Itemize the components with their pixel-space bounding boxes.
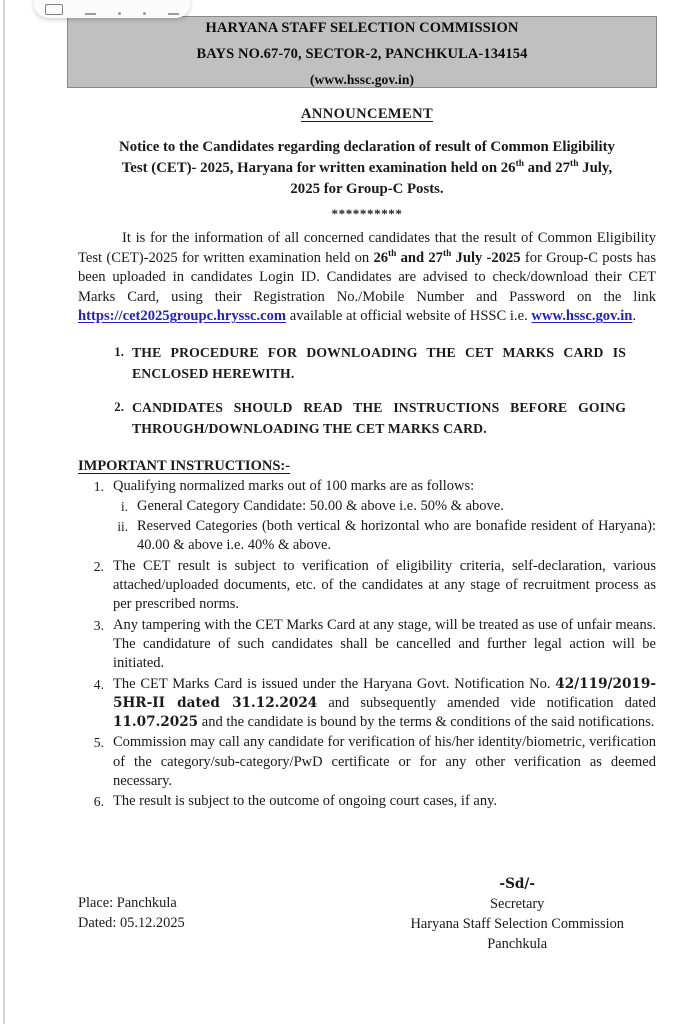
dash-icon[interactable] (85, 13, 96, 15)
notice-title-part1: Notice to the Candidates regarding declaration of result of Common Eligibility Test (CET)- 2025, Haryana for written examination held on 26 (119, 139, 615, 176)
instruction-item-2-text: The CET result is subject to verification of eligibility criteria, self-declaration, various attached/uploaded documents, etc. of the candidates at any stage of recruitment process as per prescribed norms. (113, 557, 656, 613)
instruction-item-5-text: Commission may call any candidate for verification of his/her identity/biometric, verification of the category/sub-category/PwD certificate or for any other verification as deemed necessary. (113, 734, 656, 790)
instruction-item-4-text (113, 675, 656, 733)
signatory-city: Panchkula (487, 936, 548, 952)
instruction-item-2-number: 2. (93, 558, 104, 574)
letterhead-header (67, 16, 657, 88)
caps-point-1-number: 1. (114, 344, 124, 359)
tab-rect-icon[interactable] (45, 4, 63, 15)
intro-seg4: . (632, 308, 637, 325)
notice-title-part2: and 27 (523, 160, 571, 176)
instruction-sub-item-ii-number: ii. (117, 519, 128, 535)
organisation-website: (www.hssc.gov.in) (309, 72, 415, 87)
instruction-item-6 (78, 792, 656, 811)
caps-point-2 (102, 397, 626, 439)
hssc-website-link[interactable]: www.hssc.gov.in (531, 308, 633, 325)
instruction-sub-item-i-number: i. (121, 498, 128, 514)
instruction-item-4-seg2: and subsequently amended vide notification dated (317, 694, 656, 711)
notice-title-part3: July, 2025 for Group-C Posts. (290, 160, 613, 197)
instructions-list (78, 477, 656, 812)
intro-date2-sup: th (442, 248, 452, 259)
instruction-item-5 (78, 733, 656, 791)
intro-date1-sup: th (388, 248, 397, 259)
instruction-item-6-number: 6. (93, 794, 104, 810)
signatory-designation: Secretary (490, 896, 545, 912)
intro-seg3: available at official website of HSSC i.e. (286, 308, 532, 325)
place-line: Place: Panchkula (78, 895, 177, 911)
organisation-name: HARYANA STAFF SELECTION COMMISSION (205, 20, 519, 36)
instruction-item-3-number: 3. (93, 617, 104, 633)
instruction-item-1-text: Qualifying normalized marks out of 100 marks are as follows: (113, 477, 475, 494)
document-body (0, 96, 692, 812)
instruction-item-4-number: 4. (93, 676, 104, 692)
caps-point-1 (102, 342, 626, 384)
dot-icon[interactable] (118, 12, 121, 15)
instruction-sub-item-ii-text: Reserved Categories (both vertical & horizontal who are bonafide resident of Haryana): 40.00 & above i.e. 40% & above. (137, 518, 656, 554)
caps-point-2-number: 2. (114, 399, 124, 414)
signature-block (0, 876, 692, 954)
intro-date1: 26 (373, 249, 389, 266)
place-and-date (78, 893, 185, 933)
amendment-date: 11.07.2025 (113, 714, 199, 731)
dated-line: Dated: 05.12.2025 (78, 915, 185, 931)
instruction-item-2 (78, 557, 656, 615)
organisation-address: BAYS NO.67-70, SECTOR-2, PANCHKULA-134154 (196, 46, 528, 62)
important-instructions-heading: IMPORTANT INSTRUCTIONS:- (78, 457, 291, 474)
notice-title-sup2: th (570, 159, 579, 170)
instruction-sub-item-i-text: General Category Candidate: 50.00 & above i.e. 50% & above. (137, 497, 504, 514)
intro-date-mid: and 27 (396, 249, 443, 266)
intro-date2: July -2025 (451, 249, 521, 266)
floating-toolbar-overlay[interactable] (34, 0, 190, 18)
sd-mark: -Sd/- (499, 876, 535, 892)
cet-marks-card-link[interactable]: https://cet2025groupc.hryssc.com (78, 308, 287, 325)
signatory-organisation: Haryana Staff Selection Commission (410, 916, 624, 932)
caps-point-2-text: CANDIDATES SHOULD READ THE INSTRUCTIONS BEFORE GOING THROUGH/DOWNLOADING THE CET MARKS CARD. (132, 399, 626, 436)
instruction-sub-item-ii (104, 517, 656, 556)
capitalised-points-list (102, 342, 626, 439)
notice-title (116, 137, 618, 200)
intro-seg2: for Group-C posts has been uploaded in candidates Login ID. Candidates are advised to check/download their CET Marks Card, using their Registration No./Mobile Number and Password on the link (78, 249, 656, 305)
instruction-item-3 (78, 616, 656, 674)
instruction-item-6-text: The result is subject to the outcome of ongoing court cases, if any. (113, 793, 498, 810)
notice-title-sup1: th (515, 159, 524, 170)
instruction-item-1-number: 1. (93, 478, 104, 494)
intro-paragraph (78, 229, 656, 327)
instruction-item-4 (78, 675, 656, 733)
asterisk-divider: ********** (331, 206, 403, 221)
caps-point-1-text: THE PROCEDURE FOR DOWNLOADING THE CET MARKS CARD IS ENCLOSED HEREWITH. (132, 344, 626, 381)
instruction-item-4-seg3: and the candidate is bound by the terms & conditions of the said notifications. (198, 714, 655, 731)
dash-icon[interactable] (168, 13, 179, 15)
notification-number: 42/119/2019-5HR-II dated 31.12.2024 (113, 675, 656, 711)
instruction-item-5-number: 5. (93, 735, 104, 751)
instruction-item-4-seg1: The CET Marks Card is issued under the Haryana Govt. Notification No. (113, 675, 556, 692)
instruction-sub-item-i (104, 497, 656, 516)
announcement-heading: ANNOUNCEMENT (300, 106, 434, 122)
instruction-item-3-text: Any tampering with the CET Marks Card at any stage, will be treated as use of unfair means. The candidature of such candidates shall be cancelled and further legal action will be initiated. (113, 616, 656, 672)
intro-seg1: It is for the information of all concerned candidates that the result of Common Eligibility Test (CET)-2025 for written examination held on (78, 230, 656, 266)
authority-signature (410, 874, 624, 954)
instruction-item-1 (78, 477, 656, 496)
dot-icon[interactable] (143, 12, 146, 15)
